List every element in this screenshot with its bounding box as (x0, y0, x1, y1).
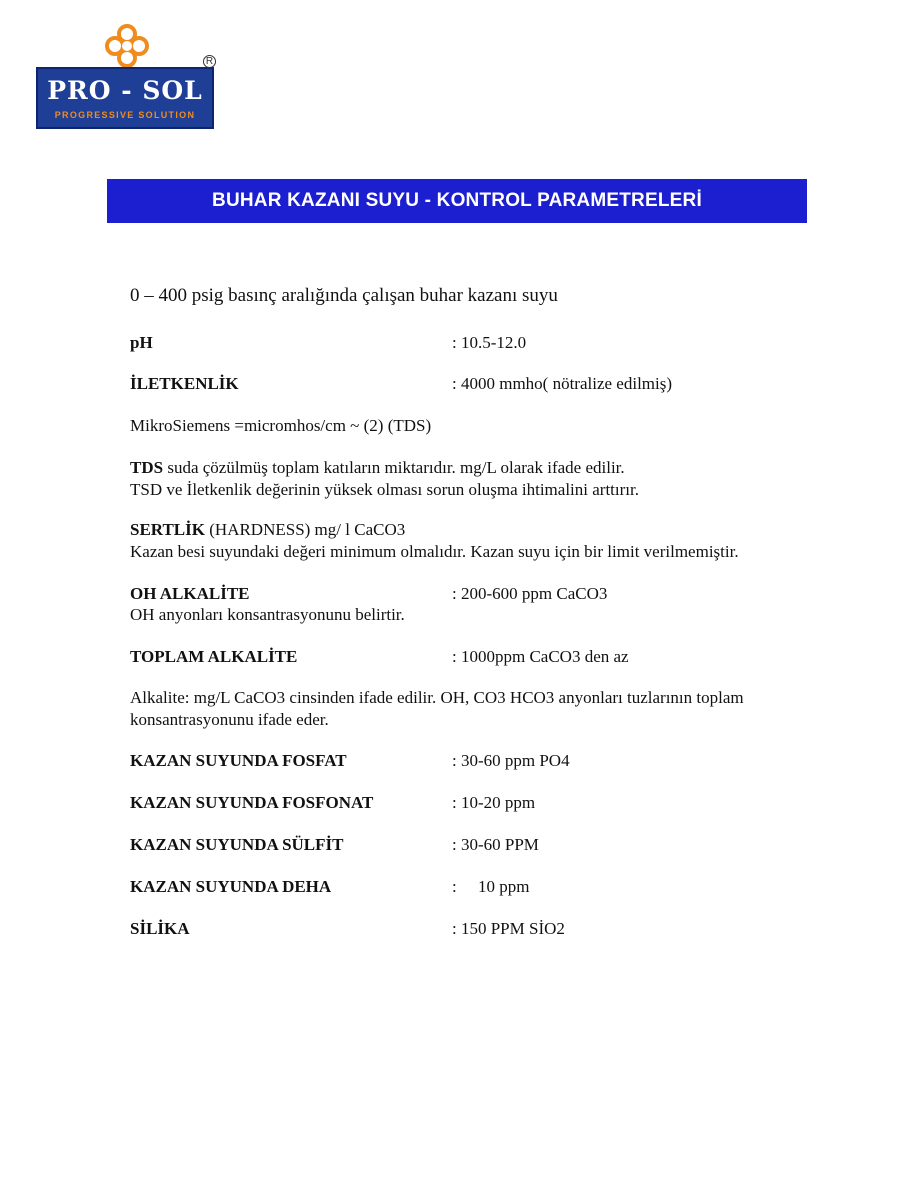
logo-name: PRO - SOL (47, 76, 203, 105)
deha-label: KAZAN SUYUNDA DEHA (130, 877, 332, 896)
alkalite-note-line-1: Alkalite: mg/L CaCO3 cinsinden ifade edilir. OH, CO3 HCO3 anyonları tuzlarının toplam (130, 688, 744, 707)
tds-line-2: TSD ve İletkenlik değerinin yüksek olması sorun oluşma ihtimalini arttırır. (130, 480, 639, 499)
ph-label: pH (130, 333, 153, 352)
sertlik-line-1 (130, 519, 405, 540)
fosfat-value: : 30-60 ppm PO4 (452, 751, 570, 770)
fosfonat-label: KAZAN SUYUNDA FOSFONAT (130, 793, 374, 812)
registered-mark: R (203, 55, 216, 68)
oh-alkalite-label: OH ALKALİTE (130, 584, 250, 603)
ph-value: : 10.5-12.0 (452, 333, 527, 352)
sertlik-line-2: Kazan besi suyundaki değeri minimum olmalıdır. Kazan suyu için bir limit verilmemiştir. (130, 542, 739, 561)
deha-value: : 10 ppm (452, 877, 530, 896)
sertlik-term: SERTLİK (130, 520, 205, 539)
iletkenlik-value: : 4000 mmho( nötralize edilmiş) (452, 374, 673, 393)
mikrosiemens-note: MikroSiemens =micromhos/cm ~ (2) (TDS) (130, 416, 432, 435)
page-title-banner: BUHAR KAZANI SUYU - KONTROL PARAMETRELERİ (107, 179, 807, 223)
oh-alkalite-description: OH anyonları konsantrasyonunu belirtir. (130, 605, 405, 624)
tds-definition: suda çözülmüş toplam katıların miktarıdır. mg/L olarak ifade edilir. (163, 458, 625, 477)
silika-value: : 150 PPM SİO2 (452, 919, 565, 938)
intro-text: 0 – 400 psig basınç aralığında çalışan buhar kazanı suyu (130, 285, 558, 306)
fosfat-label: KAZAN SUYUNDA FOSFAT (130, 751, 347, 770)
prosol-logo (36, 67, 214, 129)
fosfonat-value: : 10-20 ppm (452, 793, 536, 812)
toplam-alkalite-label: TOPLAM ALKALİTE (130, 647, 298, 666)
iletkenlik-label: İLETKENLİK (130, 374, 239, 393)
tds-term: TDS (130, 458, 164, 477)
toplam-alkalite-value: : 1000ppm CaCO3 den az (452, 647, 629, 666)
sulfit-label: KAZAN SUYUNDA SÜLFİT (130, 835, 344, 854)
sertlik-unit: (HARDNESS) mg/ l CaCO3 (205, 520, 406, 539)
tds-line-1 (130, 457, 625, 478)
logo-tagline: PROGRESSIVE SOLUTION (54, 110, 196, 120)
oh-alkalite-value: : 200-600 ppm CaCO3 (452, 584, 608, 603)
sulfit-value: : 30-60 PPM (452, 835, 539, 854)
alkalite-note-line-2: konsantrasyonunu ifade eder. (130, 710, 329, 729)
silika-label: SİLİKA (130, 919, 190, 938)
prosol-logo-symbol (103, 22, 151, 70)
